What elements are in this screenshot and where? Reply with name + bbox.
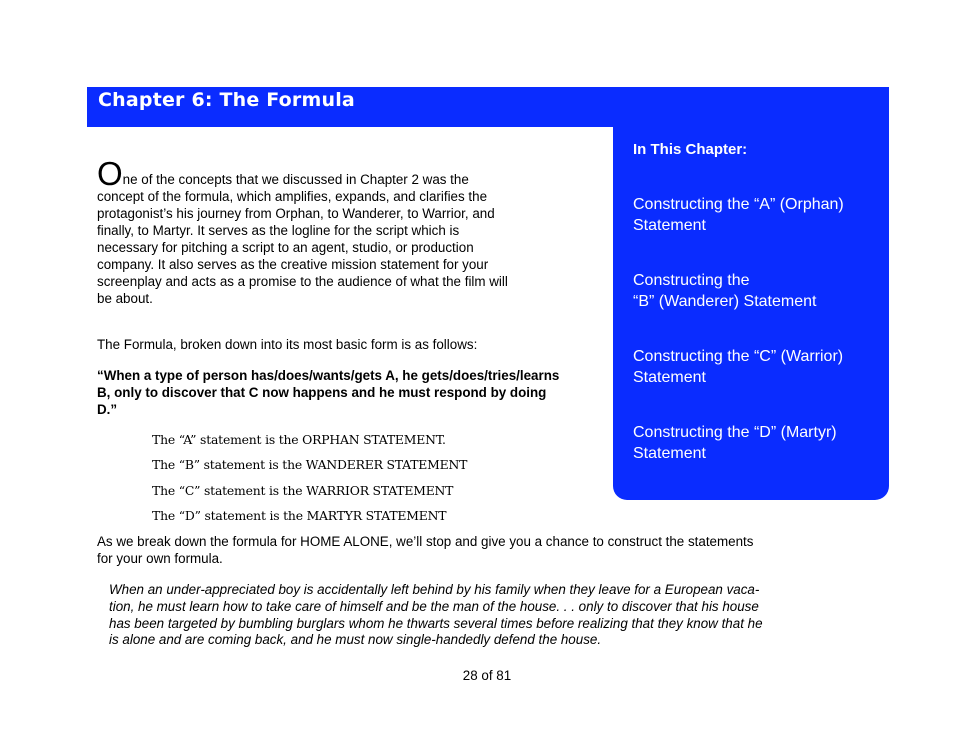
statement-warrior: The “C” statement is the WARRIOR STATEMENT [152,483,454,498]
intro-line: be about. [97,291,153,306]
drop-cap: O [97,155,123,192]
in-this-chapter-panel [613,127,889,500]
formula-quote-line: “When a type of person has/does/wants/gets A, he gets/does/tries/learns [97,368,560,383]
chapter-link-warrior-line-2: Statement [633,369,706,386]
chapter-link-wanderer[interactable] [633,270,879,312]
example-line: is alone and are coming back, and he must now single-handedly defend the house. [109,632,602,648]
breakdown-line: for your own formula. [97,551,223,566]
chapter-link-martyr-line-2: Statement [633,445,706,462]
statement-orphan: The “A” statement is the ORPHAN STATEMENT. [152,432,446,447]
chapter-link-orphan-line-1: Constructing the “A” (Orphan) [633,196,844,213]
intro-paragraph [97,155,508,307]
statement-wanderer: The “B” statement is the WANDERER STATEMENT [152,457,468,472]
chapter-link-martyr[interactable] [633,422,879,464]
statement-martyr: The “D” statement is the MARTYR STATEMENT [152,508,447,523]
intro-line: company. It also serves as the creative mission statement for your [97,257,489,272]
home-alone-example [109,582,763,649]
intro-first-line [97,155,508,192]
chapter-title: Chapter 6: The Formula [98,89,355,111]
breakdown-line: As we break down the formula for HOME ALONE, we’ll stop and give you a chance to construct the statements [97,534,754,549]
intro-line: screenplay and acts as a promise to the audience of what the film will [97,274,508,289]
intro-line: concept of the formula, which amplifies, expands, and clarifies the [97,189,488,204]
formula-quote-line: B, only to discover that C now happens and he must respond by doing [97,385,547,400]
in-this-chapter-heading: In This Chapter: [633,141,748,158]
example-line: has been targeted by bumbling burglars whom he thwarts several times before realizing that they know that he [109,615,763,631]
formula-intro: The Formula, broken down into its most basic form is as follows: [97,337,478,352]
intro-first-line-text: ne of the concepts that we discussed in Chapter 2 was the [122,172,469,187]
chapter-link-warrior-line-1: Constructing the “C” (Warrior) [633,348,844,365]
chapter-link-wanderer-line-1: Constructing the [633,272,750,289]
intro-line: necessary for pitching a script to an agent, studio, or production [97,240,474,255]
formula-quote [97,367,559,418]
intro-line: protagonist’s his journey from Orphan, to Wanderer, to Warrior, and [97,206,495,221]
example-line: When an under-appreciated boy is accidentally left behind by his family when they leave for a European vaca- [109,582,760,597]
formula-quote-line: D.” [97,402,118,417]
page-number: 28 of 81 [462,668,512,683]
chapter-link-warrior[interactable] [633,346,879,388]
chapter-link-martyr-line-1: Constructing the “D” (Martyr) [633,424,837,441]
chapter-link-orphan[interactable] [633,194,879,236]
example-line: tion, he must learn how to take care of himself and be the man of the house. . . only to discover that his house [109,598,759,614]
chapter-header-bar [87,87,889,127]
breakdown-paragraph [97,533,753,567]
intro-line: finally, to Martyr. It serves as the logline for the script which is [97,223,460,238]
chapter-link-orphan-line-2: Statement [633,217,706,234]
chapter-link-wanderer-line-2: “B” (Wanderer) Statement [633,293,817,310]
